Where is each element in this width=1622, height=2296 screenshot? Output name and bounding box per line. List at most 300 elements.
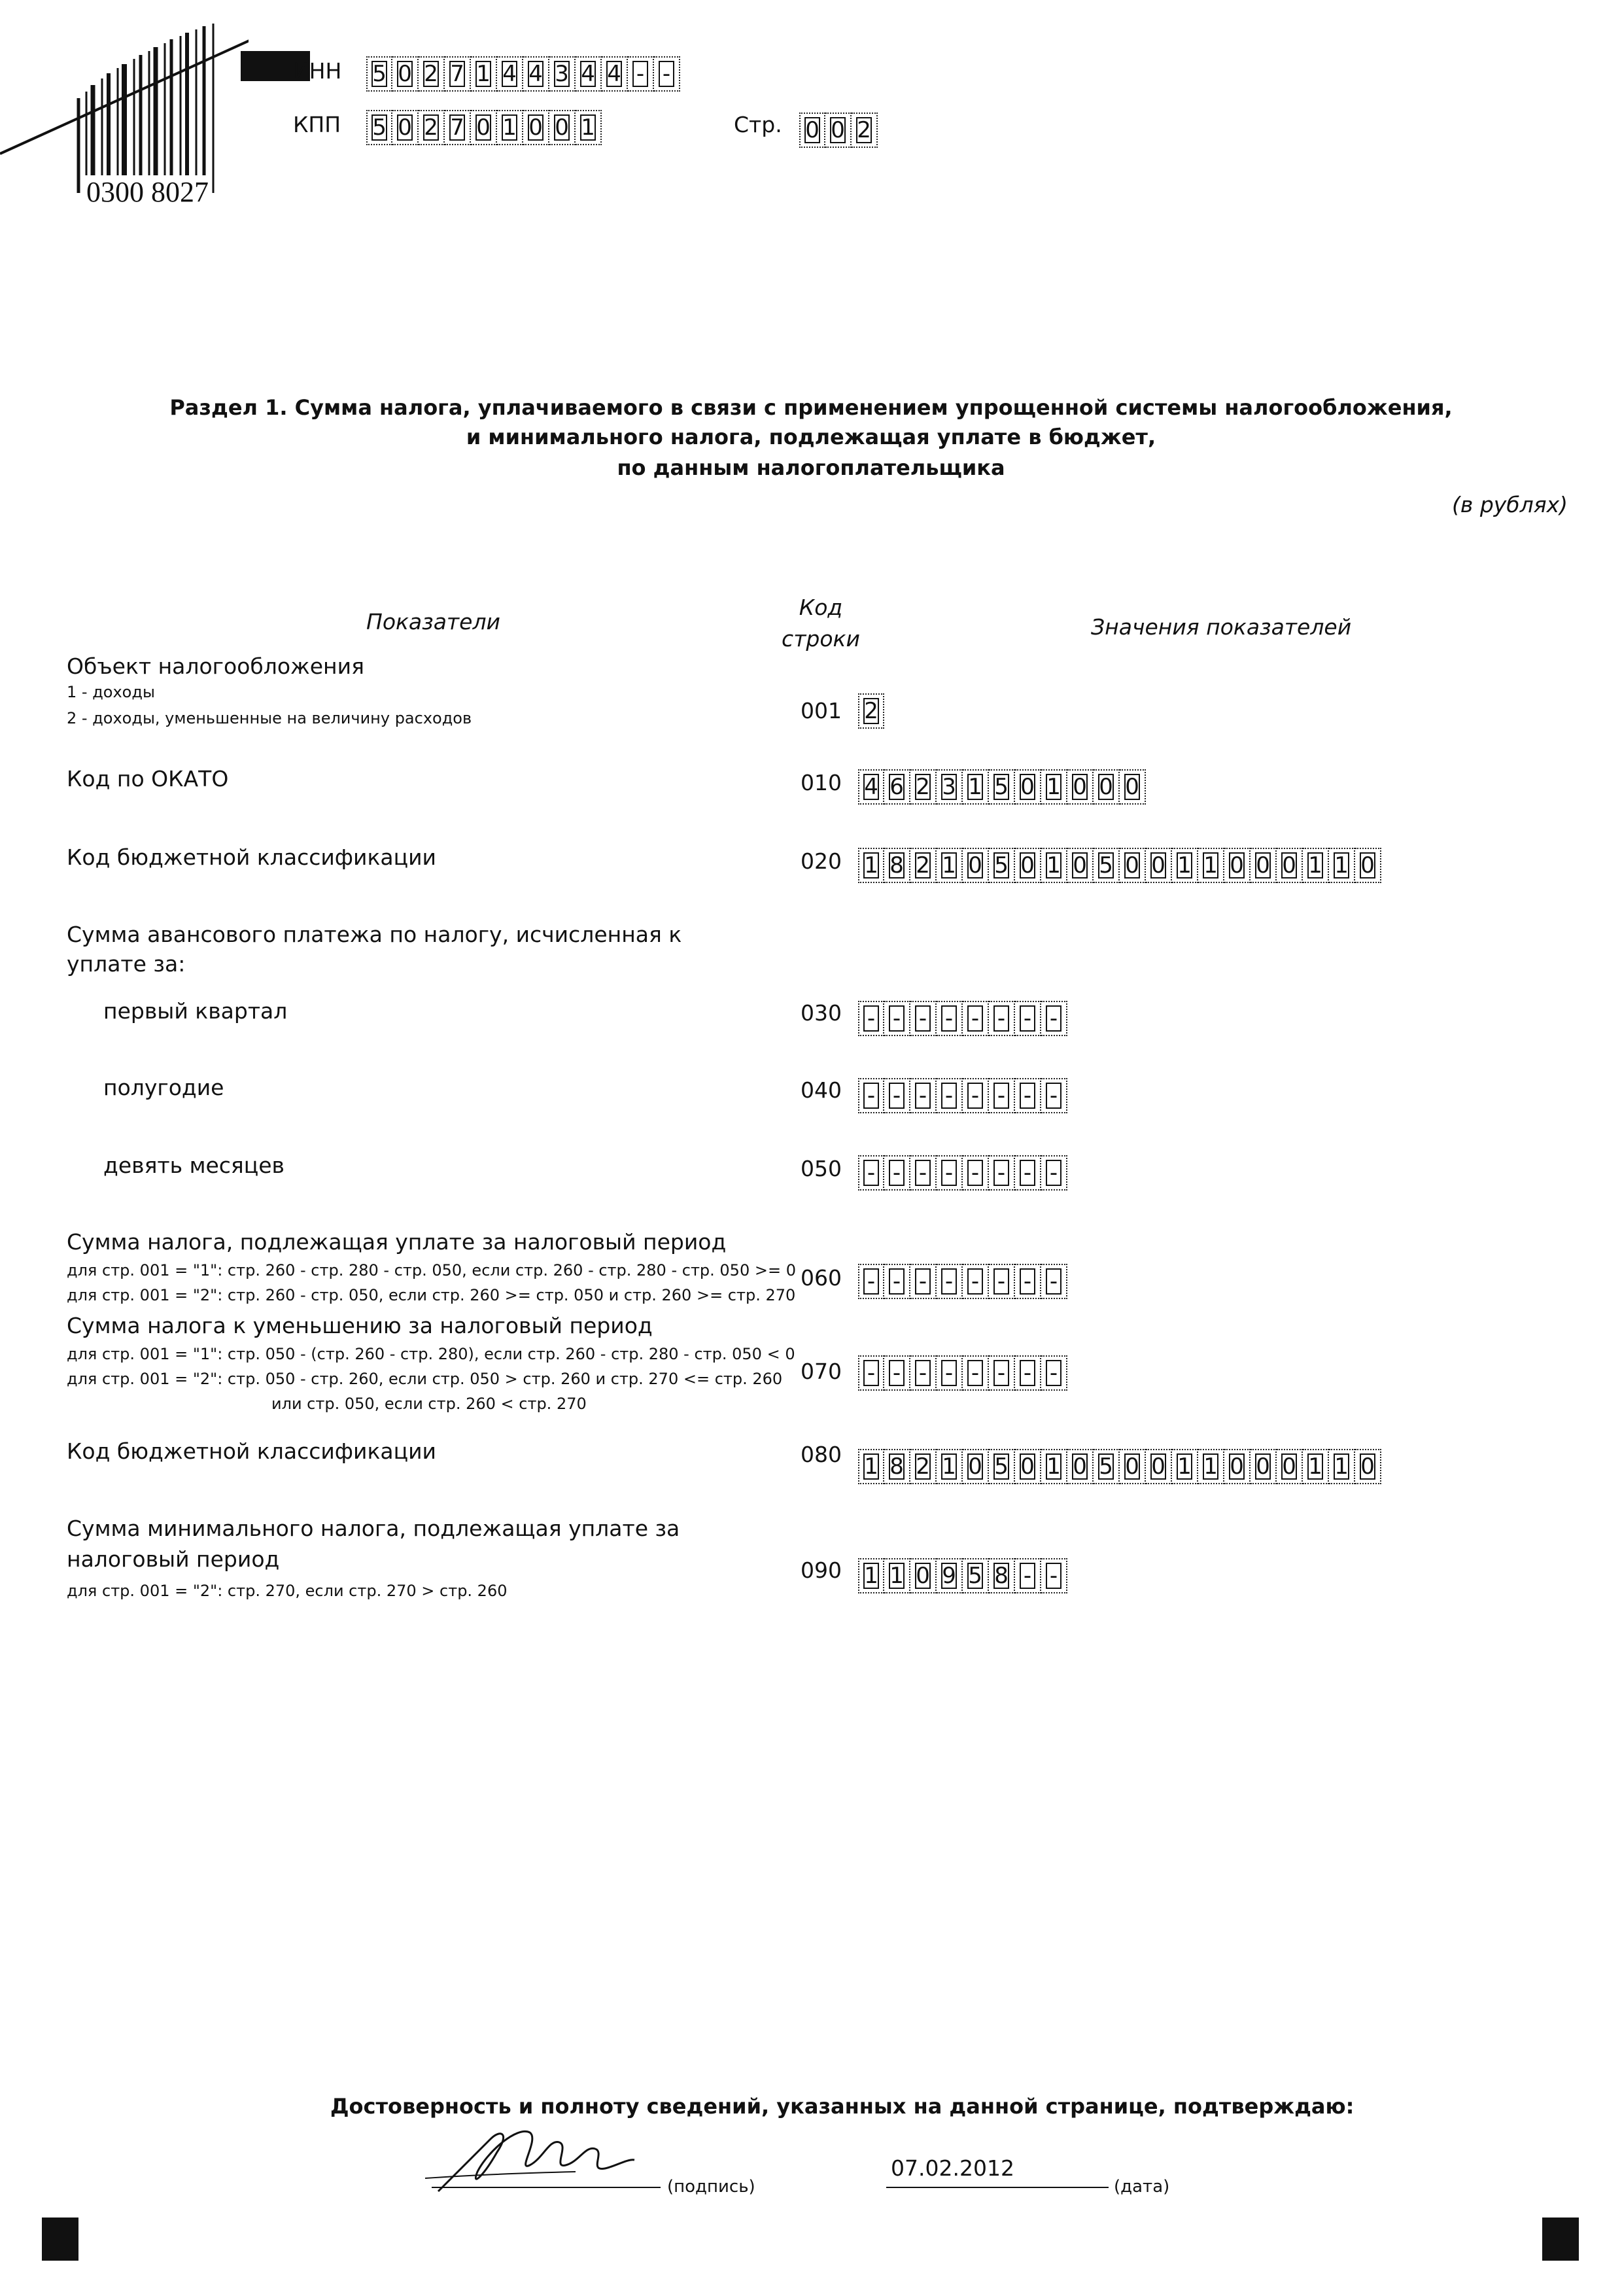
digit-cell-value: 1	[502, 114, 517, 141]
row-010-code: 010	[801, 770, 842, 795]
digit-cell-value: 1	[1046, 774, 1061, 800]
kpp-label: КПП	[293, 112, 341, 137]
digit-cell	[910, 848, 937, 883]
row-060-code: 060	[801, 1265, 842, 1291]
col-code-line2: строки	[782, 626, 860, 652]
digit-cell	[884, 848, 910, 883]
digit-cell-value: -	[967, 1005, 983, 1032]
digit-cell-value: -	[1046, 1083, 1061, 1109]
digit-cell-value: 4	[581, 61, 595, 87]
page-label: Стр.	[734, 112, 782, 137]
digit-cell	[1041, 1001, 1067, 1036]
corner-marker-right	[1542, 2218, 1579, 2261]
row-080-cells	[858, 1449, 1381, 1484]
digit-cell	[884, 1264, 910, 1299]
digit-cell-value: 0	[1230, 852, 1244, 878]
digit-cell-value: -	[632, 61, 648, 87]
digit-cell-value: -	[1020, 1563, 1035, 1589]
digit-cell	[1015, 1001, 1041, 1036]
digit-cell	[884, 1001, 910, 1036]
digit-cell	[1120, 769, 1146, 805]
digit-cell-value: -	[863, 1360, 879, 1386]
digit-cell-value: -	[889, 1268, 905, 1295]
digit-cell-value: 7	[450, 114, 464, 141]
digit-cell	[1015, 848, 1041, 883]
digit-cell	[937, 1001, 963, 1036]
digit-cell-value: -	[1046, 1160, 1061, 1186]
digit-cell	[1094, 848, 1120, 883]
digit-cell	[858, 1155, 884, 1191]
digit-cell	[937, 1155, 963, 1191]
digit-cell-value: 2	[424, 114, 438, 141]
digit-cell-value: 0	[1256, 852, 1270, 878]
digit-cell	[392, 110, 419, 145]
row-060-note1: для стр. 001 = "1": стр. 260 - стр. 280 - стр. 050, если стр. 260 - стр. 280 - стр. 050 >= 0	[67, 1261, 796, 1279]
digit-cell	[1146, 1449, 1172, 1484]
digit-cell	[884, 769, 910, 805]
digit-cell	[1015, 769, 1041, 805]
signature-caption: (подпись)	[667, 2177, 755, 2197]
row-010-label: Код по ОКАТО	[67, 766, 229, 791]
digit-cell-value: 0	[1073, 1453, 1087, 1480]
digit-cell-value: 2	[916, 774, 930, 800]
digit-cell	[799, 113, 825, 148]
digit-cell-value: 0	[1073, 852, 1087, 878]
digit-cell-value: 4	[864, 774, 878, 800]
digit-cell-value: -	[993, 1083, 1009, 1109]
digit-cell-value: -	[1046, 1268, 1061, 1295]
date-caption: (дата)	[1114, 2177, 1170, 2197]
digit-cell	[858, 1078, 884, 1113]
digit-cell	[1041, 1078, 1067, 1113]
digit-cell-value: 5	[372, 61, 387, 87]
digit-cell	[497, 56, 523, 92]
digit-cell	[963, 1558, 989, 1593]
digit-cell	[1041, 769, 1067, 805]
digit-cell	[1303, 1449, 1329, 1484]
digit-cell-value: -	[889, 1360, 905, 1386]
digit-cell	[1329, 848, 1355, 883]
row-040-cells	[858, 1078, 1067, 1113]
digit-cell	[963, 1264, 989, 1299]
digit-cell-value: 6	[889, 774, 904, 800]
digit-cell	[989, 1449, 1015, 1484]
row-001-code: 001	[801, 698, 842, 723]
row-001-cells	[858, 693, 884, 729]
digit-cell-value: 0	[398, 61, 412, 87]
row-020-cells	[858, 848, 1381, 883]
digit-cell-value: -	[1020, 1083, 1035, 1109]
digit-cell	[1146, 848, 1172, 883]
digit-cell	[858, 1558, 884, 1593]
digit-cell-value: -	[915, 1160, 931, 1186]
digit-cell-value: 0	[1099, 774, 1113, 800]
digit-cell-value: 1	[581, 114, 595, 141]
digit-cell-value: 5	[994, 774, 1009, 800]
digit-cell-value: 1	[1046, 1453, 1061, 1480]
row-060-cells	[858, 1264, 1067, 1299]
digit-cell	[937, 769, 963, 805]
inn-label: ИНН	[293, 58, 342, 84]
digit-cell	[497, 110, 523, 145]
digit-cell-value: 9	[942, 1563, 956, 1589]
digit-cell-value: 3	[555, 61, 569, 87]
digit-cell	[1120, 848, 1146, 883]
digit-cell	[628, 56, 654, 92]
digit-cell	[989, 1078, 1015, 1113]
digit-cell-value: 4	[502, 61, 517, 87]
digit-cell	[989, 1001, 1015, 1036]
row-050-label: девять месяцев	[103, 1153, 285, 1178]
digit-cell	[1224, 848, 1251, 883]
digit-cell-value: -	[941, 1268, 957, 1295]
digit-cell-value: -	[993, 1360, 1009, 1386]
row-070-note1: для стр. 001 = "1": стр. 050 - (стр. 260 - стр. 280), если стр. 260 - стр. 280 - стр. 050 < 0	[67, 1345, 795, 1363]
digit-cell	[1120, 1449, 1146, 1484]
digit-cell	[989, 1355, 1015, 1391]
digit-cell-value: 8	[994, 1563, 1009, 1589]
digit-cell-value: -	[889, 1083, 905, 1109]
row-070-note3: или стр. 050, если стр. 260 < стр. 270	[271, 1395, 587, 1413]
section-title-line3: по данным налогоплательщика	[617, 455, 1005, 480]
digit-cell-value: -	[1020, 1268, 1035, 1295]
digit-cell-value: 0	[916, 1563, 930, 1589]
page-cells	[799, 113, 878, 148]
digit-cell-value: 0	[1282, 1453, 1296, 1480]
inn-cells	[366, 56, 680, 92]
digit-cell	[884, 1449, 910, 1484]
digit-cell-value: 1	[1334, 852, 1349, 878]
digit-cell-value: 0	[1020, 852, 1035, 878]
row-080-label: Код бюджетной классификации	[67, 1438, 436, 1464]
digit-cell	[858, 1449, 884, 1484]
row-010-cells	[858, 769, 1146, 805]
signature	[419, 2113, 667, 2204]
digit-cell	[910, 769, 937, 805]
digit-cell	[989, 769, 1015, 805]
digit-cell-value: 1	[889, 1563, 904, 1589]
digit-cell	[963, 848, 989, 883]
digit-cell-value: 5	[994, 1453, 1009, 1480]
digit-cell	[1015, 1558, 1041, 1593]
digit-cell	[910, 1001, 937, 1036]
digit-cell-value: 0	[398, 114, 412, 141]
digit-cell-value: 0	[831, 117, 845, 143]
digit-cell	[1067, 848, 1094, 883]
digit-cell	[910, 1155, 937, 1191]
digit-cell-value: -	[1046, 1005, 1061, 1032]
digit-cell-value: 0	[555, 114, 569, 141]
digit-cell	[419, 110, 445, 145]
digit-cell	[576, 110, 602, 145]
digit-cell	[1251, 1449, 1277, 1484]
row-001-note1: 1 - доходы	[67, 683, 155, 701]
digit-cell-value: -	[1020, 1005, 1035, 1032]
digit-cell	[825, 113, 852, 148]
digit-cell-value: -	[1020, 1160, 1035, 1186]
digit-cell	[963, 1001, 989, 1036]
digit-cell	[523, 56, 549, 92]
digit-cell	[1067, 769, 1094, 805]
digit-cell	[471, 110, 497, 145]
row-050-cells	[858, 1155, 1067, 1191]
digit-cell-value: 2	[857, 117, 871, 143]
digit-cell-value: -	[941, 1083, 957, 1109]
digit-cell-value: -	[967, 1268, 983, 1295]
row-001-label: Объект налогообложения	[67, 653, 364, 679]
digit-cell	[445, 56, 471, 92]
digit-cell-value: 1	[968, 774, 982, 800]
digit-cell-value: 5	[994, 852, 1009, 878]
digit-cell-value: 1	[942, 852, 956, 878]
digit-cell	[1329, 1449, 1355, 1484]
digit-cell	[963, 1355, 989, 1391]
kpp-cells	[366, 110, 602, 145]
row-070-note2: для стр. 001 = "2": стр. 050 - стр. 260, если стр. 050 > стр. 260 и стр. 270 <= стр. 260	[67, 1370, 783, 1388]
digit-cell	[1172, 848, 1198, 883]
digit-cell-value: -	[941, 1160, 957, 1186]
digit-cell-value: 0	[1020, 774, 1035, 800]
digit-cell-value: 0	[1125, 1453, 1139, 1480]
digit-cell	[419, 56, 445, 92]
digit-cell-value: 0	[1282, 852, 1296, 878]
digit-cell	[910, 1078, 937, 1113]
digit-cell-value: -	[967, 1083, 983, 1109]
digit-cell-value: 5	[372, 114, 387, 141]
digit-cell	[1015, 1155, 1041, 1191]
row-070-cells	[858, 1355, 1067, 1391]
digit-cell	[523, 110, 549, 145]
date-line	[886, 2187, 1109, 2188]
digit-cell-value: 0	[1256, 1453, 1270, 1480]
digit-cell-value: 0	[1230, 1453, 1244, 1480]
digit-cell-value: -	[915, 1005, 931, 1032]
digit-cell-value: 8	[889, 852, 904, 878]
section-title-line2: и минимального налога, подлежащая уплате в бюджет,	[466, 425, 1156, 449]
row-060-note2: для стр. 001 = "2": стр. 260 - стр. 050, если стр. 260 >= стр. 050 и стр. 260 >= стр. 270	[67, 1286, 796, 1304]
digit-cell-value: 0	[1020, 1453, 1035, 1480]
digit-cell	[989, 1558, 1015, 1593]
digit-cell-value: -	[941, 1360, 957, 1386]
digit-cell	[1355, 1449, 1381, 1484]
digit-cell-value: 5	[1099, 1453, 1113, 1480]
digit-cell	[1041, 1155, 1067, 1191]
digit-cell-value: 8	[889, 1453, 904, 1480]
digit-cell-value: 0	[1073, 774, 1087, 800]
digit-cell	[1041, 848, 1067, 883]
digit-cell-value: 2	[916, 852, 930, 878]
col-code-line1: Код	[799, 595, 843, 620]
units-note: (в рублях)	[1452, 492, 1568, 517]
digit-cell	[1015, 1078, 1041, 1113]
digit-cell-value: 1	[1177, 1453, 1192, 1480]
row-070-label: Сумма налога к уменьшению за налоговый период	[67, 1313, 653, 1338]
digit-cell	[963, 1078, 989, 1113]
digit-cell	[884, 1078, 910, 1113]
digit-cell	[852, 113, 878, 148]
advance-label-line1: Сумма авансового платежа по налогу, исчисленная к	[67, 922, 682, 947]
digit-cell	[937, 1449, 963, 1484]
digit-cell	[963, 1155, 989, 1191]
digit-cell	[445, 110, 471, 145]
digit-cell	[1041, 1355, 1067, 1391]
row-030-cells	[858, 1001, 1067, 1036]
digit-cell	[963, 769, 989, 805]
digit-cell	[884, 1558, 910, 1593]
digit-cell-value: 5	[1099, 852, 1113, 878]
digit-cell-value: -	[1020, 1360, 1035, 1386]
digit-cell-value: -	[993, 1160, 1009, 1186]
digit-cell-value: -	[941, 1005, 957, 1032]
digit-cell-value: 7	[450, 61, 464, 87]
digit-cell-value: -	[915, 1268, 931, 1295]
digit-cell-value: -	[889, 1005, 905, 1032]
digit-cell	[392, 56, 419, 92]
digit-cell-value: -	[1046, 1563, 1061, 1589]
digit-cell-value: 2	[864, 698, 878, 724]
digit-cell	[1198, 848, 1224, 883]
row-060-label: Сумма налога, подлежащая уплате за налоговый период	[67, 1229, 727, 1255]
digit-cell	[654, 56, 680, 92]
digit-cell-value: 1	[864, 1563, 878, 1589]
digit-cell	[1015, 1449, 1041, 1484]
digit-cell	[1224, 1449, 1251, 1484]
digit-cell	[989, 1264, 1015, 1299]
digit-cell-value: 0	[1360, 1453, 1375, 1480]
row-090-label-line2: налоговый период	[67, 1546, 280, 1572]
section-title-line1: Раздел 1. Сумма налога, уплачиваемого в связи с применением упрощенной системы налогообложения,	[169, 395, 1453, 420]
row-050-code: 050	[801, 1156, 842, 1181]
digit-cell	[963, 1449, 989, 1484]
digit-cell	[1041, 1449, 1067, 1484]
digit-cell	[884, 1355, 910, 1391]
digit-cell-value: 1	[1308, 1453, 1322, 1480]
digit-cell	[937, 1078, 963, 1113]
date-value: 07.02.2012	[891, 2155, 1014, 2181]
digit-cell	[549, 110, 576, 145]
digit-cell-value: -	[659, 61, 674, 87]
digit-cell-value: 4	[607, 61, 621, 87]
digit-cell	[858, 848, 884, 883]
digit-cell-value: -	[915, 1083, 931, 1109]
digit-cell-value: 0	[968, 852, 982, 878]
digit-cell-value: 0	[968, 1453, 982, 1480]
digit-cell	[1277, 1449, 1303, 1484]
digit-cell-value: 1	[864, 1453, 878, 1480]
digit-cell	[937, 1558, 963, 1593]
digit-cell	[884, 1155, 910, 1191]
digit-cell	[471, 56, 497, 92]
digit-cell-value: -	[863, 1083, 879, 1109]
digit-cell	[989, 848, 1015, 883]
digit-cell	[858, 1355, 884, 1391]
digit-cell	[602, 56, 628, 92]
digit-cell-value: 0	[1360, 852, 1375, 878]
digit-cell	[910, 1449, 937, 1484]
digit-cell-value: 5	[968, 1563, 982, 1589]
row-020-label: Код бюджетной классификации	[67, 844, 436, 870]
digit-cell-value: 2	[916, 1453, 930, 1480]
digit-cell-value: 4	[528, 61, 543, 87]
digit-cell-value: -	[863, 1160, 879, 1186]
digit-cell	[576, 56, 602, 92]
digit-cell	[366, 110, 392, 145]
digit-cell	[1041, 1264, 1067, 1299]
corner-marker-left	[42, 2218, 78, 2261]
digit-cell-value: -	[863, 1005, 879, 1032]
digit-cell-value: -	[967, 1360, 983, 1386]
digit-cell-value: -	[993, 1005, 1009, 1032]
digit-cell-value: 0	[528, 114, 543, 141]
digit-cell-value: 3	[942, 774, 956, 800]
digit-cell	[1355, 848, 1381, 883]
digit-cell	[1015, 1355, 1041, 1391]
digit-cell	[366, 56, 392, 92]
row-030-label: первый квартал	[103, 998, 288, 1024]
digit-cell	[1015, 1264, 1041, 1299]
digit-cell-value: 1	[1177, 852, 1192, 878]
digit-cell-value: 1	[1334, 1453, 1349, 1480]
digit-cell	[1094, 769, 1120, 805]
digit-cell-value: 1	[864, 852, 878, 878]
col-values: Значения показателей	[1091, 614, 1352, 640]
row-020-code: 020	[801, 848, 842, 874]
digit-cell	[549, 56, 576, 92]
row-090-cells	[858, 1558, 1067, 1593]
digit-cell	[989, 1155, 1015, 1191]
digit-cell-value: 2	[424, 61, 438, 87]
confirmation-text: Достоверность и полноту сведений, указанных на данной странице, подтверждаю:	[330, 2094, 1355, 2119]
digit-cell-value: 0	[1125, 852, 1139, 878]
row-030-code: 030	[801, 1000, 842, 1026]
digit-cell	[858, 1001, 884, 1036]
digit-cell	[937, 848, 963, 883]
row-080-code: 080	[801, 1442, 842, 1467]
digit-cell	[1277, 848, 1303, 883]
digit-cell	[1041, 1558, 1067, 1593]
row-070-code: 070	[801, 1359, 842, 1384]
digit-cell-value: 0	[1151, 852, 1165, 878]
digit-cell-value: 1	[1308, 852, 1322, 878]
row-001-note2: 2 - доходы, уменьшенные на величину расходов	[67, 709, 472, 727]
digit-cell	[937, 1264, 963, 1299]
digit-cell-value: 0	[1151, 1453, 1165, 1480]
digit-cell-value: 0	[1125, 774, 1139, 800]
digit-cell-value: -	[863, 1268, 879, 1295]
digit-cell	[1172, 1449, 1198, 1484]
row-040-label: полугодие	[103, 1075, 224, 1100]
digit-cell	[858, 769, 884, 805]
digit-cell-value: -	[1046, 1360, 1061, 1386]
digit-cell-value: 1	[476, 61, 491, 87]
digit-cell-value: 1	[1203, 1453, 1218, 1480]
digit-cell	[858, 1264, 884, 1299]
row-040-code: 040	[801, 1077, 842, 1103]
digit-cell-value: 1	[1203, 852, 1218, 878]
digit-cell-value: 1	[1046, 852, 1061, 878]
digit-cell	[1251, 848, 1277, 883]
digit-cell	[858, 693, 884, 729]
digit-cell-value: -	[993, 1268, 1009, 1295]
digit-cell	[1198, 1449, 1224, 1484]
digit-cell	[1067, 1449, 1094, 1484]
row-090-note1: для стр. 001 = "2": стр. 270, если стр. 270 > стр. 260	[67, 1582, 508, 1600]
digit-cell-value: 0	[805, 117, 820, 143]
digit-cell-value: 1	[942, 1453, 956, 1480]
digit-cell-value: -	[889, 1160, 905, 1186]
barcode-number: 0300 8027	[84, 175, 211, 209]
row-090-code: 090	[801, 1557, 842, 1583]
